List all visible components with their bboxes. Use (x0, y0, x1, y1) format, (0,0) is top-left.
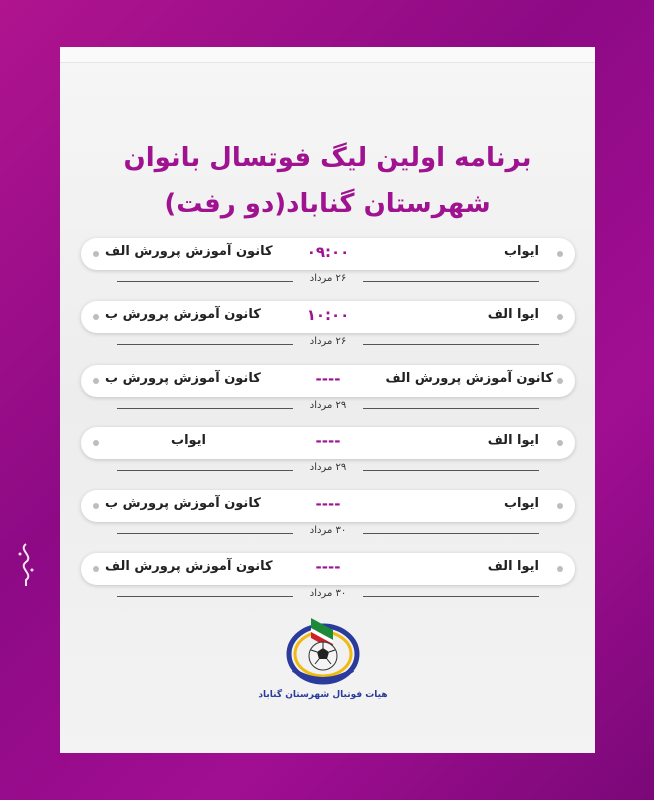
match-row (81, 427, 575, 489)
away-team: کانون آموزش پرورش ب (105, 307, 261, 322)
football-board-emblem-icon (283, 610, 363, 690)
match-time: ---- (315, 370, 341, 388)
home-team: ایوا الف (487, 559, 539, 574)
match-pill (81, 238, 575, 270)
home-team: کانون آموزش پرورش الف (385, 371, 553, 386)
match-date: ۲۶ مرداد (309, 336, 347, 347)
match-time: ---- (315, 495, 341, 513)
match-pill (81, 301, 575, 333)
match-pill (81, 427, 575, 459)
page-title-line2: شهرستان گناباد(دو رفت) (164, 189, 491, 219)
page-title-line1: برنامه اولین لیگ فوتسال بانوان (123, 143, 532, 173)
match-row (81, 553, 575, 615)
match-date: ۳۰ مرداد (309, 588, 347, 599)
match-time: ---- (315, 558, 341, 576)
card-top-bar (60, 47, 595, 63)
home-team: ایواب (503, 496, 539, 511)
home-team: ایوا الف (487, 307, 539, 322)
match-row (81, 365, 575, 427)
side-signature-logo (14, 540, 38, 590)
match-date: ۲۹ مرداد (309, 400, 347, 411)
away-team: کانون آموزش پرورش ب (105, 371, 261, 386)
match-pill (81, 553, 575, 585)
match-date: ۲۹ مرداد (309, 462, 347, 473)
match-row (81, 301, 575, 363)
away-team: کانون آموزش پرورش الف (105, 559, 273, 574)
match-date: ۳۰ مرداد (309, 525, 347, 536)
match-time: ---- (315, 432, 341, 450)
home-team: ایوا الف (487, 433, 539, 448)
match-date: ۲۶ مرداد (309, 273, 347, 284)
match-time: ۰۹:۰۰ (306, 243, 350, 261)
away-team: ایواب (171, 433, 207, 448)
emblem-caption: هیات فوتبال شهرستان گناباد (258, 690, 388, 700)
away-team: کانون آموزش پرورش الف (105, 244, 273, 259)
home-team: ایواب (503, 244, 539, 259)
match-pill (81, 490, 575, 522)
match-pill (81, 365, 575, 397)
match-row (81, 238, 575, 300)
away-team: کانون آموزش پرورش ب (105, 496, 261, 511)
match-time: ۱۰:۰۰ (306, 306, 350, 324)
match-row (81, 490, 575, 552)
